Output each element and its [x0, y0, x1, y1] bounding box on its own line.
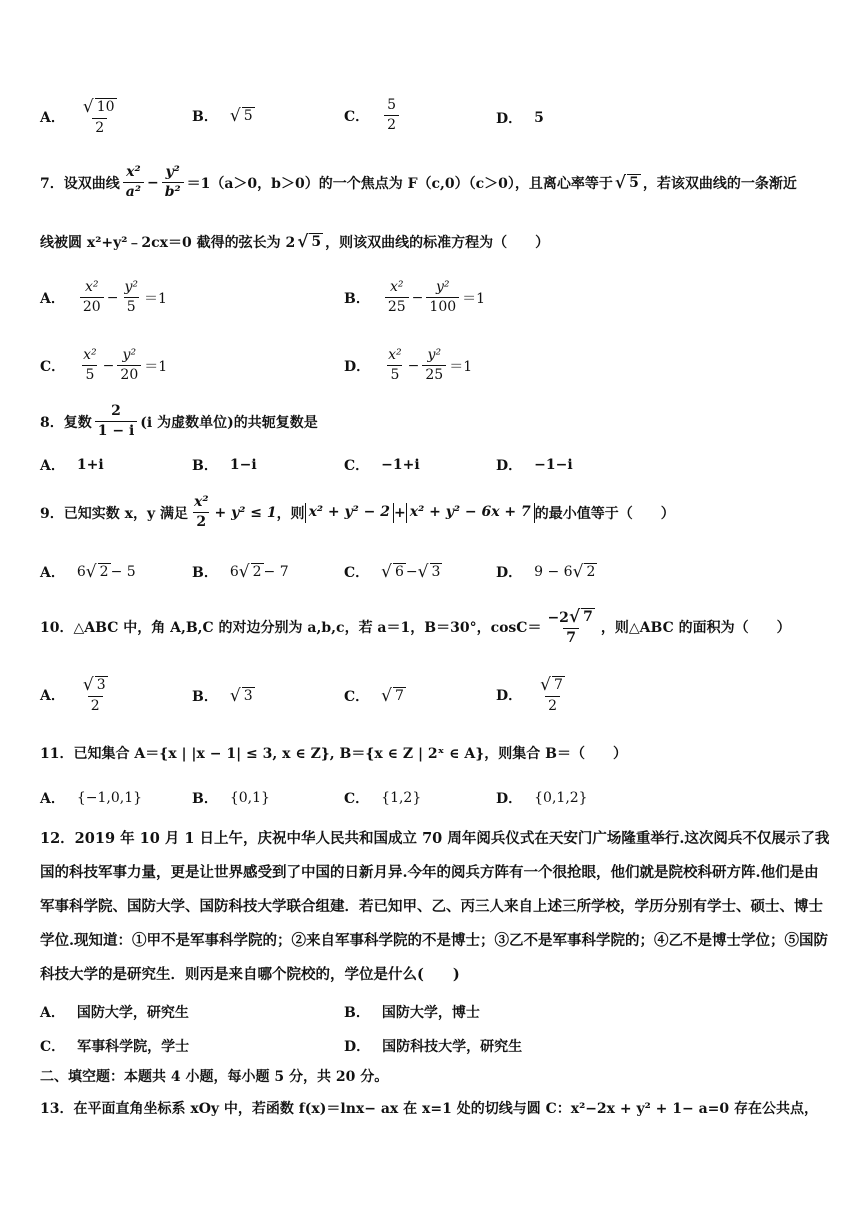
q6-option-c: C． $\frac{5}{2}$ — [344, 98, 402, 134]
q9-option-b: B． 6 √ 2 − 7 — [192, 561, 289, 582]
q6-option-a — [40, 98, 123, 137]
q11-option-c: C． {1,2} — [344, 790, 422, 807]
q11-stem: 11． 已知集合 A＝{x | |x − 1| ≤ 3, x ∈ Z}, B＝{x ∈ Z | 2ˣ ∈ A}，则集合 B＝（ ） — [40, 746, 627, 762]
q8-option-b: B． 1−i — [192, 457, 257, 474]
q10-option-d: D． √ 7 2 — [496, 674, 563, 715]
q7-option-b: B． $\frac{\text{x²}}{25}$ − $\frac{\text{y²}}{100}$ ＝1 — [344, 279, 486, 316]
q10-option-a: A． √ 3 2 — [40, 674, 106, 715]
q6-option-d: D． 5 — [496, 110, 544, 127]
q12-option-b: B． 国防大学，博士 — [344, 1005, 480, 1021]
q8-stem: 8． 复数 $\frac{2}{1 - i}$ (i 为虚数单位)的共轭复数是 — [40, 403, 318, 440]
q10-option-b: B． √ 3 — [192, 685, 253, 706]
q7-option-a: A． $\frac{\text{x²}}{20}$ − $\frac{\text{y²}}{5}$ ＝1 — [40, 279, 167, 316]
q10-stem: 10． △ABC 中，角 A,B,C 的对边分别为 a,b,c，若 a＝1，B＝30°，cosC＝ −2 √ 7 7 ，则△ABC 的面积为（ ） — [40, 606, 791, 647]
q6-option-b: B． √ 5 — [192, 105, 253, 126]
q13-stem: 13．在平面直角坐标系 xOy 中，若函数 f(x)＝lnx− ax 在 x=1 处的切线与圆 C：x²−2x + y² + 1− a=0 存在公共点， — [40, 1101, 819, 1117]
q10-option-c: C． √ 7 — [344, 685, 404, 706]
q9-stem: 9． 已知实数 x，y 满足 $\frac{\text{x²}}{2}$ + y² ≤ 1 ，则 x² + y² − 2 + x² + y² − 6x + 7 的最小值等于（ ） — [40, 494, 675, 531]
fraction: √ 10 2 — [82, 96, 115, 137]
q9-option-a: A． 6 √ 2 − 5 — [40, 561, 136, 582]
q11-option-b: B． {0,1} — [192, 790, 270, 807]
q11-option-a: A． {−1,0,1} — [40, 790, 143, 807]
q7-option-d: D． $\frac{\text{x²}}{5}$ − $\frac{\text{y²}}{25}$ ＝1 — [344, 347, 473, 384]
q8-option-c: C． −1+i — [344, 457, 420, 474]
q11-option-d: D． {0,1,2} — [496, 790, 588, 807]
option-label: A． — [40, 110, 65, 127]
q12-stem: 12．2019 年 10 月 1 日上午，庆祝中华人民共和国成立 70 周年阅兵仪式在天安门广场隆重举行.这次阅兵不仅展示了我国的科技军事力量，更是让世界感受到了中国的日新月异.今年的阅兵方阵有一个很抢眼，他们就是院校科研方阵.他们是由军事科学院、国防大学、国防科技大学联合组建．若已知甲、乙、丙三人来自上述三所学校，学历分别有学士、硕士、博士学位.现知道：①甲不是军事科学院的；②来自军事科学院的不是博士；③乙不是军事科学院的；④乙不是博士学位；⑤国防科技大学的是研究生．则丙是来自哪个院校的，学位是什么( ) — [40, 830, 830, 983]
q8-option-a: A． 1+i — [40, 457, 104, 474]
section-heading: 二、填空题：本题共 4 小题，每小题 5 分，共 20 分。 — [40, 1069, 389, 1085]
q9-option-c: C． √ 6 − √ 3 — [344, 561, 441, 582]
q7-line1: 7． 设双曲线 $\frac{\text{x²}}{\text{a²}}$ − $\frac{\text{y²}}{\text{b²}}$ ＝1 （a＞0，b＞0）的一个焦点为 F（c,0）（c＞0），且离心率等于 √ 5 ，若该双曲线的一条渐近 — [40, 164, 797, 201]
q9-option-d: D． 9 − 6 √ 2 — [496, 561, 596, 582]
q7-option-c: C． $\frac{\text{x²}}{5}$ − $\frac{\text{y²}}{20}$ ＝1 — [40, 347, 168, 384]
q7-line2: 线被圆 x²+y²﹣2cx＝0 截得的弦长为 2 √ 5 ，则该双曲线的标准方程为（ ） — [40, 231, 550, 252]
fraction: $\frac{\text{x²}}{\text{a²}}$ — [123, 165, 144, 201]
q12-option-c: C． 军事科学院，学士 — [40, 1039, 190, 1055]
q12-option-a: A． 国防大学，研究生 — [40, 1005, 189, 1021]
q8-option-d: D． −1−i — [496, 457, 573, 474]
q12-option-d: D． 国防科技大学，研究生 — [344, 1039, 523, 1055]
